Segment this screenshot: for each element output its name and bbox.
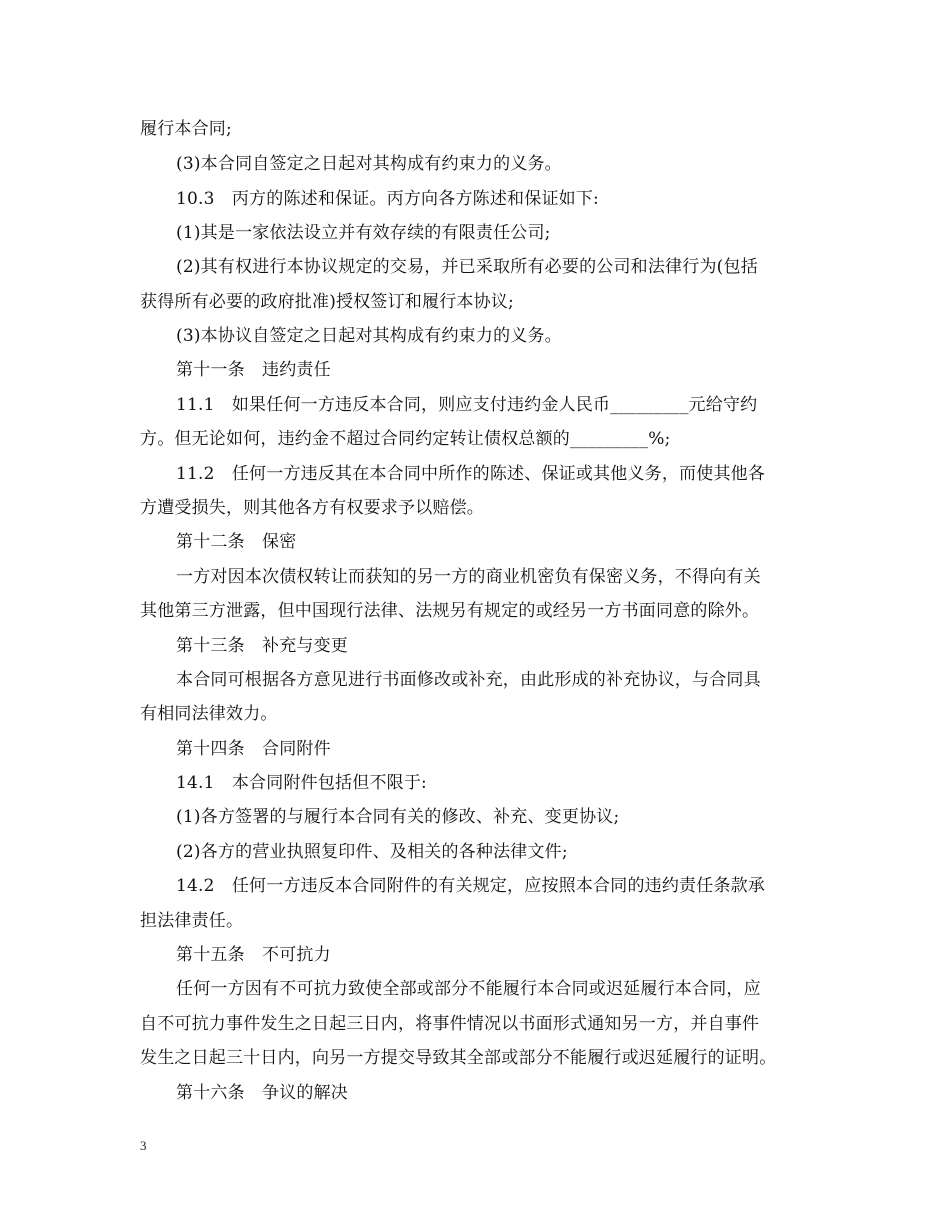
paragraph-line: 14.2 任何一方违反本合同附件的有关规定，应按照本合同的违约责任条款承 [176, 876, 766, 896]
paragraph-line: (3)本合同自签定之日起对其构成有约束力的义务。 [176, 154, 562, 174]
paragraph-line: (2)其有权进行本协议规定的交易，并已采取所有必要的公司和法律行为(包括 [176, 257, 758, 277]
paragraph-line: 发生之日起三十日内，向另一方提交导致其全部或部分不能履行或迟延履行的证明。 [140, 1048, 777, 1068]
paragraph-line: 任何一方因有不可抗力致使全部或部分不能履行本合同或迟延履行本合同，应 [176, 979, 761, 999]
article-heading: 第十二条 保密 [176, 532, 297, 552]
paragraph-line: 有相同法律效力。 [140, 704, 278, 724]
paragraph-line: 获得所有必要的政府批准)授权签订和履行本协议; [140, 292, 514, 312]
clause-heading: 10.3 丙方的陈述和保证。丙方向各方陈述和保证如下: [176, 189, 599, 209]
paragraph-line: 其他第三方泄露，但中国现行法律、法规另有规定的或经另一方书面同意的除外。 [140, 601, 760, 621]
article-heading: 第十六条 争议的解决 [176, 1083, 348, 1103]
article-heading: 第十一条 违约责任 [176, 360, 331, 380]
paragraph-line: 11.1 如果任何一方违反本合同，则应支付违约金人民币_________元给守约 [176, 395, 758, 415]
paragraph-line: 履行本合同; [140, 119, 232, 139]
paragraph-line: 方。但无论如何，违约金不超过合同约定转让债权总额的_________%; [140, 429, 671, 449]
paragraph-line: 担法律责任。 [140, 911, 244, 931]
paragraph-line: 14.1 本合同附件包括但不限于: [176, 773, 427, 793]
paragraph-line: (2)各方的营业执照复印件、及相关的各种法律文件; [176, 842, 568, 862]
paragraph-line: (1)其是一家依法设立并有效存续的有限责任公司; [176, 223, 551, 243]
paragraph-line: 自不可抗力事件发生之日起三日内，将事件情况以书面形式通知另一方，并自事件 [140, 1014, 760, 1034]
paragraph-line: 一方对因本次债权转让而获知的另一方的商业机密负有保密义务，不得向有关 [176, 567, 761, 587]
article-heading: 第十五条 不可抗力 [176, 945, 331, 965]
article-heading: 第十四条 合同附件 [176, 739, 331, 759]
paragraph-line: 11.2 任何一方违反其在本合同中所作的陈述、保证或其他义务，而使其他各 [176, 464, 766, 484]
page-number: 3 [140, 1138, 147, 1153]
paragraph-line: 方遭受损失，则其他各方有权要求予以赔偿。 [140, 498, 484, 518]
article-heading: 第十三条 补充与变更 [176, 636, 348, 656]
paragraph-line: 本合同可根据各方意见进行书面修改或补充，由此形成的补充协议，与合同具 [176, 670, 761, 690]
paragraph-line: (3)本协议自签定之日起对其构成有约束力的义务。 [176, 326, 562, 346]
paragraph-line: (1)各方签署的与履行本合同有关的修改、补充、变更协议; [176, 807, 620, 827]
